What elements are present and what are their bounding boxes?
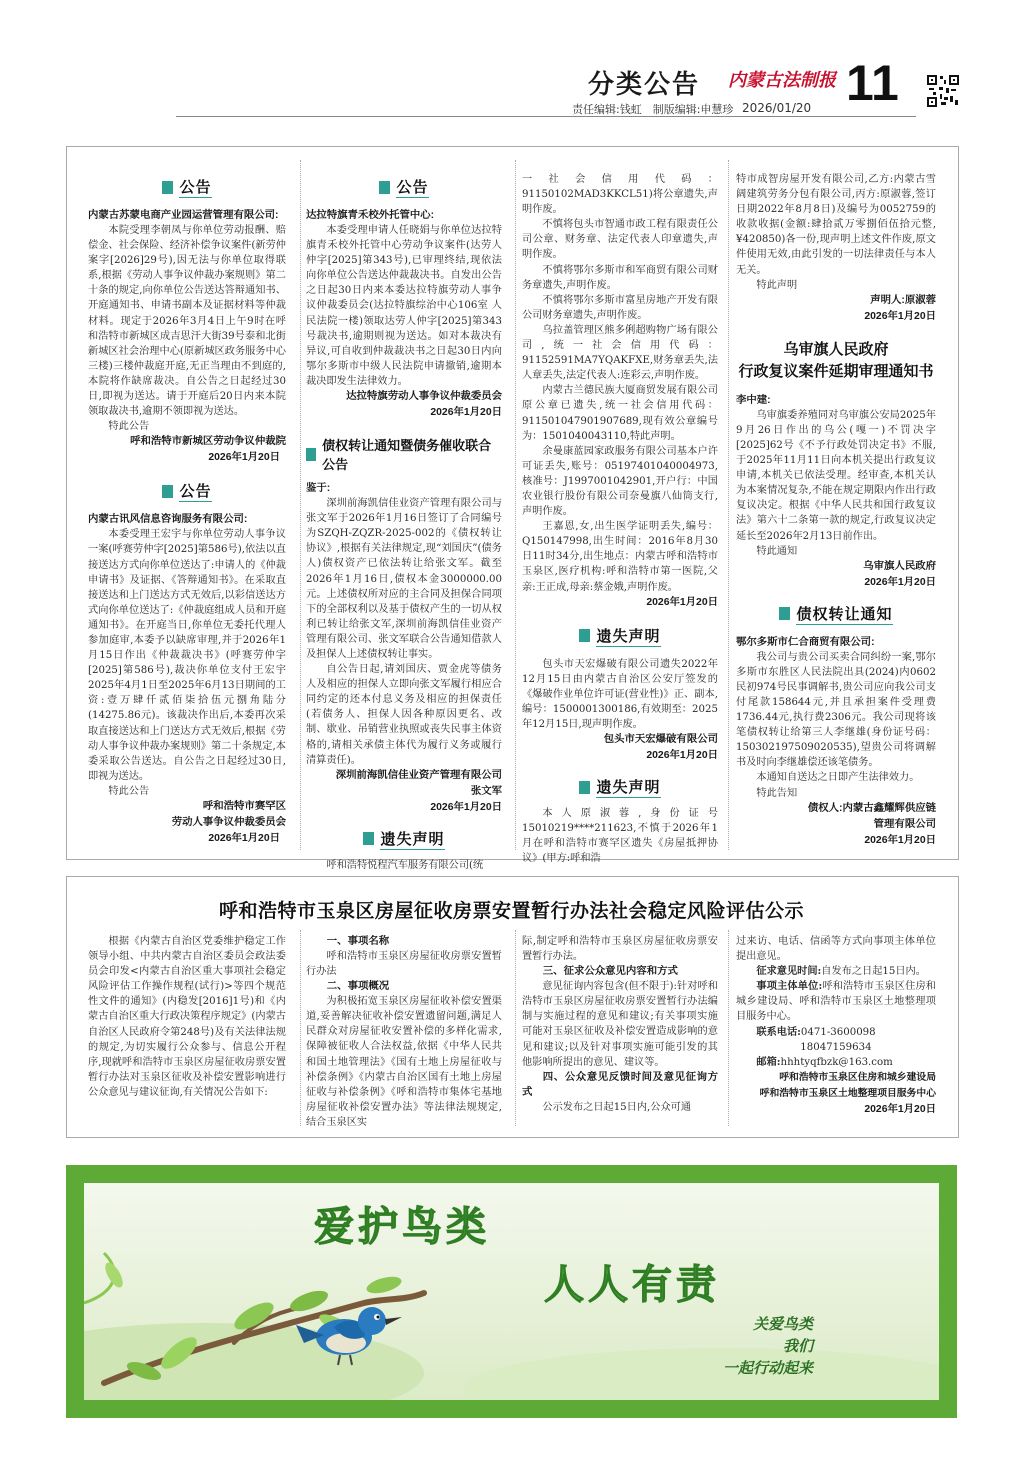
heading-bar-icon	[579, 629, 590, 642]
heading-bar-icon	[579, 781, 590, 794]
notice-heading: 遗失声明	[522, 625, 718, 647]
ad-slogan-3: 一起行动起来	[722, 1360, 813, 1377]
notice-addressee: 达拉特旗青禾校外托管中心:	[306, 210, 435, 221]
notice-date: 2026年1月20日	[864, 576, 936, 588]
notice-body: 本委受理申请人任晓娟与你单位达拉特旗青禾校外托管中心劳动争议案件(达劳人仲字[2025]第343号),已审理终结,现依法向你单位公告送达仲裁裁决书。自发出公告之日起30日内来本委达拉特旗劳动人事争议仲裁委员会(达拉特旗综治中心106室 人民法院一楼)领取达劳人仲字[2025]第343号裁决书,逾期则视为送达。如对本裁决有异议,可自收到仲裁裁决书之日起30日内向鄂尔多斯市中级人民法院申请撤销,逾期本裁决即发生法律效力。	[306, 225, 502, 387]
notice-heading: 遗失声明	[522, 776, 718, 798]
notice-signature: 呼和浩特市新城区劳动争议仲裁院	[130, 436, 286, 448]
lost-notice-item: 不慎将包头市智通市政工程有限责任公司公章、财务章、法定代表人印章遗失,声明作废。	[522, 219, 718, 261]
notice-addressee: 鉴于:	[306, 483, 331, 495]
section-title: 分类公告	[588, 70, 701, 100]
notice-signature: 呼和浩特市玉泉区土地整理项目服务中心	[759, 1087, 936, 1099]
notice-addressee: 内蒙古苏蒙电商产业园运营管理有限公司:	[88, 210, 279, 221]
column-divider	[515, 930, 516, 1126]
lost-notice-item: 不慎将鄂尔多斯市和军商贸有限公司财务章遗失,声明作废。	[522, 264, 718, 291]
notice-signature: 债权人:内蒙古鑫耀辉供应链	[807, 802, 936, 814]
notice-signature: 包头市天宏爆破有限公司	[603, 734, 718, 746]
column-4	[736, 172, 936, 849]
notice-addressee: 内蒙古讯风信息咨询服务有限公司:	[88, 514, 248, 526]
notice-date: 2026年1月20日	[430, 407, 502, 419]
lost-notice-item: 一社会信用代码：91150102MAD3KKCL51)将公章遗失,声明作废。	[522, 174, 718, 216]
ad-slogan-2: 我们	[782, 1338, 813, 1355]
lost-notice-item: 内蒙古兰德民族大厦商贸发展有限公司原公章已遗失,统一社会信用代码：911501047901907689,现有效公章编号为：1501040043110,特此声明。	[522, 385, 718, 442]
notice-body: 包头市天宏爆破有限公司遗失2022年12月15日由内蒙古自治区公安厅签发的《爆破作业单位许可证(营业性)》正、副本,编号：1500001300186,有效期至：2025年12月15日,现声明作废。	[522, 658, 718, 730]
notice-date: 2026年1月20日	[208, 833, 280, 844]
qr-code-icon	[926, 74, 960, 108]
column-divider	[300, 930, 301, 1126]
column-divider	[728, 930, 729, 1126]
notice-body: 乌审旗委养殖同对乌审旗公安局2025年9月26日作出的乌公(嘎一)不罚决字[2025]62号《不予行政处罚决定书》不服,于2025年11月11日向本机关提出行政复议申请,本机关已依法受理。经审查,本机关认为本案情况复杂,不能在规定期限内作出行政复议决定。根据《中华人民共和国行政复议法》第六十二条第一款的规定,行政复议决定延长至2026年2月13日前作出。 特此通知	[736, 409, 936, 557]
column-divider	[515, 160, 516, 850]
notice-signature: 乌审旗人民政府	[863, 560, 936, 572]
notice-signature: 劳动人事争议仲裁委员会	[171, 817, 286, 828]
bird-icon	[294, 1295, 414, 1375]
notice-signature: 呼和浩特市赛罕区	[202, 801, 286, 812]
notice-date: 2026年1月20日	[646, 596, 718, 608]
editors-line: 责任编辑:钱虹 制版编辑:申慧珍	[572, 103, 734, 116]
notice-addressee: 李中建:	[736, 394, 771, 406]
notice-signature: 声明人:原淑蓉	[870, 294, 936, 306]
notice-body: 我公司与贵公司买卖合同纠纷一案,鄂尔多斯市东胜区人民法院出具(2024)内0602民初974号民事调解书,贵公司应向我公司支付尾款158644元,并且承担案件受理费1736.44元,执行费2306元。我公司现将该笔债权转让给第三人李继雄(身份证号码：150302197509020535),望贵公司将调解书及时向李继雄偿还该笔债务。 本通知自送达之日即产生法律效力。 特此告知	[736, 651, 936, 799]
notice-heading: 公告	[88, 480, 286, 502]
heading-bar-icon	[379, 181, 390, 194]
public-notice-title: 呼和浩特市玉泉区房屋征收房票安置暂行办法社会稳定风险评估公示	[218, 900, 804, 922]
notice-date: 2026年1月20日	[646, 750, 718, 762]
notice-date: 2026年1月20日	[864, 1103, 936, 1115]
column-3	[522, 172, 718, 866]
notice-date: 2026年1月20日	[864, 310, 936, 322]
notice-signature: 张文军	[470, 785, 502, 797]
notice-date: 2026年1月20日	[208, 452, 280, 464]
newspaper-logo: 内蒙古法制报	[728, 70, 836, 91]
public-notice-col-4: 过来访、电话、信函等方式向事项主体单位提出意见。 征求意见时间:自发布之日起15日内。 事项主体单位:呼和浩特市玉泉区住房和城乡建设局、呼和浩特市玉泉区土地整理项目服务中心。 联系电话:0471-3600098 18047159634 邮箱:hhhtyqfbzk@163.com 呼和浩特市玉泉区住房和城乡建设局 呼和浩特市玉泉区土地整理项目服务中心 2026年1月20日	[736, 934, 936, 1118]
notice-heading: 公告	[306, 176, 502, 198]
lost-notice-item: 王嘉恩,女,出生医学证明丢失,编号：Q150147998,出生时间：2016年8月30日11时34分,出生地点：内蒙古呼和浩特市玉泉区,医疗机构:呼和浩特市第一医院,父亲:王正成,母亲:蔡金娥,声明作废。	[522, 521, 718, 593]
ad-canvas	[84, 1183, 939, 1400]
bird-protection-ad	[66, 1165, 957, 1418]
column-2	[306, 176, 502, 873]
column-divider	[300, 160, 301, 850]
notice-heading: 遗失声明	[306, 828, 502, 850]
notice-signature: 达拉特旗劳动人事争议仲裁委员会	[346, 391, 502, 403]
column-1	[88, 176, 286, 847]
lost-notice-item: 乌拉盖管理区熊多俐超购物广场有限公司,统一社会信用代码：91152591MA7YQAKFXE,财务章丢失,法人章丢失,法定代表人:连彩云,声明作废。	[522, 324, 718, 382]
notice-body: 本人原淑蓉,身份证号15010219****211623,不慎于2026年1月在呼和浩特市赛罕区遗失《房屋抵押协议》(甲方:呼和浩	[522, 808, 718, 865]
notice-signature: 深圳前海凯信佳业资产管理有限公司	[335, 769, 502, 781]
notice-heading: 债权转让通知	[736, 603, 936, 625]
notice-body: 深圳前海凯信佳业资产管理有限公司与张文军于2026年1月16日签订了合同编号为SZQH-ZQZR-2025-002的《债权转让协议》,根据有关法律规定,现“刘国庆”(债务人)债权资产已依法转让给张文军。截至2026年1月16日,债权本金3000000.00元。上述债权所对应的主合同及担保合同项下的全部权利以及基于债权产生的一切从权利已转让给张文军,深圳前海凯信佳业资产管理有限公司、张文军联合公告通知借款人及担保人上述债权转让事实。 自公告日起,请刘国庆、贾金虎等债务人及相应的担保人立即向张文军履行相应合同约定的还本付息义务及相应的担保责任(若债务人、担保人因各种原因更名、改制、歇业、吊销营业执照或丧失民事主体资格的,请相关承债主体代为履行义务或履行清算责任)。	[306, 498, 502, 766]
page-number: 11	[846, 55, 899, 111]
heading-bar-icon	[162, 485, 173, 498]
public-notice-col-1: 根据《内蒙古自治区党委维护稳定工作领导小组、中共内蒙古自治区委员会政法委员会印发<内蒙古自治区重大事项社会稳定风险评估工作操作规程(试行)>等四个规范性文件的通知》(内稳发[2016]1号)和《内蒙古自治区重大行政决策程序规定》(内蒙古自治区人民政府令第248号)及有关法律法规的规定,为切实履行公众参与、信息公开程序,现就呼和浩特市玉泉区房屋征收房票安置暂行办法对玉泉区征收及补偿安置影响进行公众意见与建议征询,有关情况公告如下:	[88, 936, 286, 1098]
notice-signature: 呼和浩特市玉泉区住房和城乡建设局	[779, 1071, 936, 1083]
heading-bar-icon	[363, 832, 374, 845]
column-divider	[728, 160, 729, 850]
notice-body: 特市成智房屋开发有限公司,乙方:内蒙古雪阔建筑劳务分包有限公司,丙方:原淑蓉,签订日期2022年8月8日)及编号为0052759的收款收据(金额:肆拾贰万零捌佰伍拾元整,¥420850)各一份,现声明上述文件作废,原文件使用无效,由此引发的一切法律责任与本人无关。 特此声明	[736, 174, 936, 291]
notice-heading: 公告	[88, 176, 286, 198]
notice-title: 乌审旗人民政府 行政复议案件延期审理通知书	[738, 340, 934, 380]
issue-date: 2026/01/20	[742, 101, 812, 115]
notice-addressee: 鄂尔多斯市仁合商贸有限公司:	[736, 636, 875, 648]
ad-slogan-1: 关爱鸟类	[752, 1316, 813, 1333]
ad-title-2: 人人有责	[544, 1263, 720, 1307]
notice-heading: 债权转让通知暨债务催收联合公告	[306, 435, 502, 473]
notice-date: 2026年1月20日	[430, 801, 502, 813]
notice-body: 本委受理王宏宇与你单位劳动人事争议一案(呼赛劳仲字[2025]第586号),依法以直接送达方式向你单位送达了:申请人的《仲裁申请书》及证据、《答辩通知书》。在采取直接送达和上门送达方式无效后,以彩信送达方式向你单位送达了:《仲裁庭组成人员和开庭通知书》。在开庭当日,你单位无委托代理人参加庭审,本委予以缺席审理,并于2026年1月15日作出《仲裁裁决书》(呼赛劳仲字[2025]第586号),裁决你单位支付王宏宇2025年4月1日至2025年6月13日期间的工资:壹万肆仟贰佰柒拾伍元捌角陆分(14275.86元)。该裁决作出后,本委再次采取直接送达和上门送达方式无效后,根据《劳动人事争议仲裁办案规则》第二十条规定,本委采取公告送达。自公告之日起经过30日,即视为送达。 特此公告	[88, 529, 286, 797]
ad-title-1: 爱护鸟类	[314, 1205, 490, 1249]
masthead-rule	[176, 116, 916, 117]
lost-notices-list	[522, 172, 718, 595]
notice-date: 2026年1月20日	[864, 834, 936, 846]
public-notice-col-3: 际,制定呼和浩特市玉泉区房屋征收房票安置暂行办法。 三、征求公众意见内容和方式 意见征询内容包含(但不限于):针对呼和浩特市玉泉区房屋征收房票安置暂行办法编制与实施过程的意见和建议;有关事项实施可能对玉泉区征收及补偿安置造成影响的意见和建议;以及针对事项实施可能引发的其他影响所提出的意见、建议等。 四、公众意见反馈时间及意见征询方式 公示发布之日起15日内,公众可通	[522, 936, 718, 1113]
heading-bar-icon	[306, 448, 316, 461]
lost-notice-item: 不慎将鄂尔多斯市富星房地产开发有限公司财务章遗失,声明作废。	[522, 294, 718, 321]
notice-body: 呼和浩特悦程汽车服务有限公司(统	[326, 859, 484, 871]
heading-bar-icon	[162, 181, 173, 194]
notice-body: 本院受理李朝凤与你单位劳动报酬、赔偿金、社会保险、经济补偿争议案件(新劳仲案字[2026]29号),因无法与你单位取得联系,根据《劳动人事争议仲裁办案规则》第二十条的规定,向你单位公告送达答辩通知书、开庭通知书、申请书副本及证据材料等仲裁材料。现定于2026年3月4日上午9时在呼和浩特市新城区成吉思汗大街39号泰和北街新城区社会治理中心(原新城区政务服务中心三楼)三楼仲裁庭开庭,无正当理由不到庭的,本院将作缺席裁决。自公告之日起经过30日,即视为送达。请于开庭后20日内来本院领取裁决书,逾期不领即视为送达。 特此公告	[88, 225, 286, 433]
notice-signature: 管理有限公司	[873, 818, 936, 830]
heading-bar-icon	[779, 607, 790, 620]
lost-notice-item: 余曼康蓝园家政服务有限公司基本户许可证丢失,账号：05197401040004973,核准号：J1997001042901,开户行：中国农业银行股份有限公司奈曼旗八仙筒支行,声明作废。	[522, 445, 718, 518]
public-notice-col-2: 一、事项名称 呼和浩特市玉泉区房屋征收房票安置暂行办法 二、事项概况 为积极拓宽玉泉区房屋征收补偿安置渠道,妥善解决征收补偿安置遗留问题,满足人民群众对房屋征收安置补偿的多样化需求,保障被征收人合法权益,依据《中华人民共和国土地管理法》《国有土地上房屋征收与补偿条例》《内蒙古自治区国有土地上房屋征收与补偿条例》《呼和浩特市集体宅基地房屋征收补偿安置办法》等法律法规规定,结合玉泉区实	[306, 936, 502, 1128]
